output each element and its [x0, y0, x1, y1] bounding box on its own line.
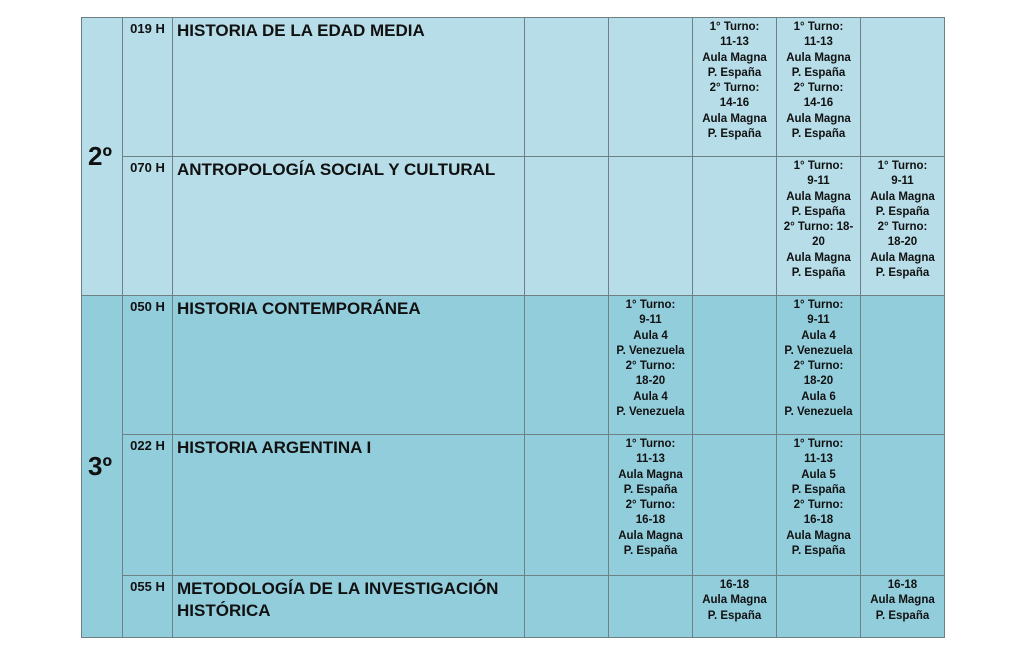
schedule-cell: [609, 18, 693, 157]
schedule-line: Aula Magna: [870, 251, 935, 264]
schedule-line: 1° Turno:: [625, 438, 676, 450]
schedule-line: Aula 4: [633, 390, 668, 403]
schedule-line: P. España: [875, 609, 930, 622]
schedule-cell: [861, 576, 945, 638]
schedule-cell: [525, 157, 609, 296]
schedule-line: P. España: [791, 66, 846, 79]
course-code: 050 H: [123, 296, 173, 435]
schedule-line: Aula Magna: [786, 251, 851, 264]
course-name: ANTROPOLOGÍA SOCIAL Y CULTURAL: [173, 157, 525, 296]
course-name: HISTORIA ARGENTINA I: [173, 435, 525, 576]
schedule-line: P. España: [791, 545, 846, 558]
schedule-line: P. España: [875, 267, 930, 280]
course-name: METODOLOGÍA DE LA INVESTIGACIÓN HISTÓRICA: [173, 576, 525, 638]
schedule-line: Aula Magna: [786, 112, 851, 125]
schedule-cell: [693, 435, 777, 576]
schedule-cell: [525, 18, 609, 157]
course-name: HISTORIA DE LA EDAD MEDIA: [173, 18, 525, 157]
schedule-line: Aula Magna: [618, 529, 683, 542]
schedule-cell: [777, 435, 861, 576]
schedule-line: P. Venezuela: [784, 406, 853, 419]
schedule-line: 2° Turno:: [877, 221, 928, 234]
schedule-cell: [609, 296, 693, 435]
schedule-line: 14-16: [803, 97, 834, 110]
course-code: 070 H: [123, 157, 173, 296]
schedule-line: P. España: [707, 128, 762, 141]
schedule-line: P. España: [623, 545, 678, 558]
schedule-line: 9-11: [807, 175, 830, 188]
schedule-line: 1° Turno:: [625, 299, 676, 311]
schedule-line: 1° Turno:: [793, 21, 844, 33]
schedule-cell: [693, 576, 777, 638]
schedule-line: 16-18: [719, 579, 750, 591]
schedule-cell: [861, 18, 945, 157]
schedule-line: P. Venezuela: [784, 344, 853, 357]
schedule-line: 18-20: [803, 375, 834, 388]
year-label: 2º: [88, 141, 112, 171]
schedule-line: 2° Turno: 18-: [783, 221, 854, 234]
schedule-line: Aula Magna: [786, 529, 851, 542]
schedule-line: 18-20: [635, 375, 666, 388]
schedule-line: 20: [812, 236, 825, 249]
schedule-line: 1° Turno:: [793, 299, 844, 311]
schedule-line: P. España: [875, 205, 930, 218]
schedule-line: Aula Magna: [702, 112, 767, 125]
schedule-line: 9-11: [807, 314, 830, 327]
schedule-line: 2° Turno:: [625, 499, 676, 512]
schedule-cell: [525, 296, 609, 435]
schedule-line: P. España: [791, 205, 846, 218]
course-row: [82, 296, 945, 435]
schedule-line: Aula Magna: [702, 51, 767, 64]
schedule-line: 14-16: [719, 97, 750, 110]
schedule-cell: [693, 296, 777, 435]
schedule-line: 11-13: [804, 453, 833, 466]
schedule-line: 2° Turno:: [793, 360, 844, 373]
schedule-cell: [777, 296, 861, 435]
schedule-line: 16-18: [803, 514, 834, 527]
schedule-line: Aula 4: [633, 329, 668, 342]
schedule-line: P. España: [707, 609, 762, 622]
schedule-line: 2° Turno:: [793, 499, 844, 512]
schedule-cell: [777, 576, 861, 638]
schedule-line: 2° Turno:: [709, 82, 760, 95]
schedule-line: Aula Magna: [618, 468, 683, 481]
schedule-table: [81, 17, 945, 638]
course-row: [82, 435, 945, 576]
course-row: [82, 157, 945, 296]
schedule-line: Aula Magna: [786, 190, 851, 203]
schedule-cell: [525, 576, 609, 638]
schedule-line: 9-11: [891, 175, 914, 188]
year-cell: [82, 18, 123, 296]
course-row: [82, 576, 945, 638]
schedule-line: P. España: [791, 267, 846, 280]
schedule-line: Aula Magna: [870, 594, 935, 607]
year-cell: [82, 296, 123, 638]
schedule-line: 1° Turno:: [877, 160, 928, 172]
schedule-line: 16-18: [635, 514, 666, 527]
course-code: 055 H: [123, 576, 173, 638]
schedule-cell: [609, 435, 693, 576]
schedule-line: Aula 4: [801, 329, 836, 342]
schedule-line: Aula Magna: [870, 190, 935, 203]
year-label: 3º: [88, 451, 112, 481]
schedule-line: 1° Turno:: [793, 438, 844, 450]
schedule-line: 9-11: [639, 314, 662, 327]
course-code: 019 H: [123, 18, 173, 157]
course-name: HISTORIA CONTEMPORÁNEA: [173, 296, 525, 435]
schedule-line: Aula 6: [801, 390, 836, 403]
schedule-cell: [861, 296, 945, 435]
schedule-line: 11-13: [636, 453, 665, 466]
schedule-line: P. Venezuela: [616, 344, 685, 357]
schedule-cell: [861, 435, 945, 576]
schedule-cell: [693, 157, 777, 296]
schedule-line: Aula Magna: [786, 51, 851, 64]
schedule-line: 2° Turno:: [793, 82, 844, 95]
schedule-cell: [609, 576, 693, 638]
course-row: [82, 18, 945, 157]
schedule-line: 1° Turno:: [709, 21, 760, 33]
schedule-cell: [525, 435, 609, 576]
schedule-line: P. España: [707, 66, 762, 79]
schedule-cell: [777, 157, 861, 296]
schedule-line: P. Venezuela: [616, 406, 685, 419]
schedule-line: 11-13: [720, 36, 749, 49]
course-code: 022 H: [123, 435, 173, 576]
schedule-line: 11-13: [804, 36, 833, 49]
schedule-line: 2° Turno:: [625, 360, 676, 373]
schedule-line: Aula Magna: [702, 594, 767, 607]
schedule-line: P. España: [623, 483, 678, 496]
schedule-line: P. España: [791, 483, 846, 496]
schedule-cell: [609, 157, 693, 296]
schedule-line: 18-20: [887, 236, 918, 249]
schedule-cell: [777, 18, 861, 157]
schedule-cell: [861, 157, 945, 296]
schedule-line: Aula 5: [801, 468, 836, 481]
schedule-cell: [693, 18, 777, 157]
schedule-line: 16-18: [887, 579, 918, 591]
schedule-line: P. España: [791, 128, 846, 141]
schedule-line: 1° Turno:: [793, 160, 844, 172]
